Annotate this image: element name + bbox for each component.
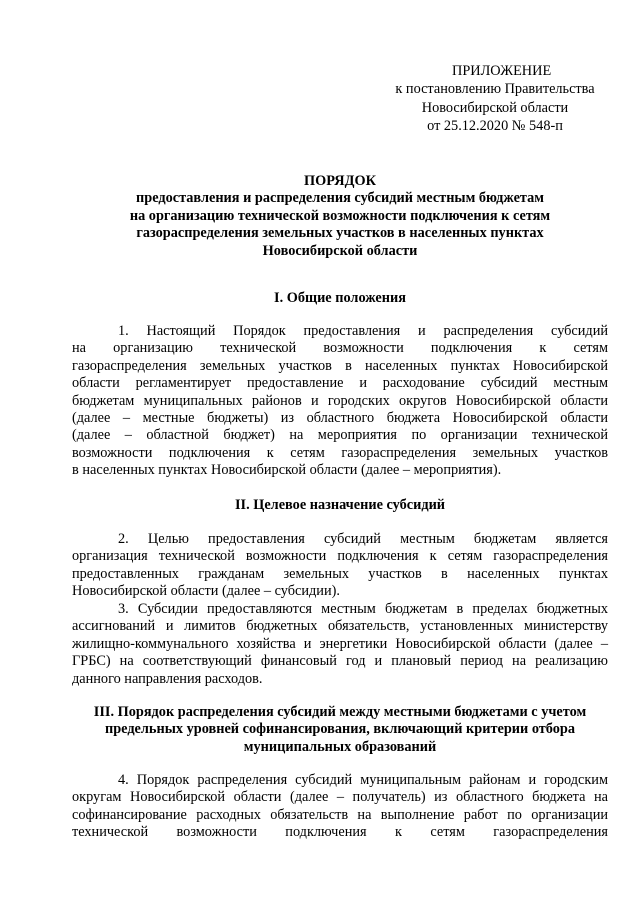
paragraph-1 — [72, 323, 608, 480]
paragraph-line: предоставленных гражданам земельных участков в населенных пунктах — [72, 565, 608, 582]
section-heading-general — [72, 290, 608, 307]
paragraph-line: данного направления расходов. — [72, 670, 263, 687]
heading-line: II. Целевое назначение субсидий — [234, 497, 446, 513]
document-title — [72, 173, 608, 260]
section-heading-purpose — [72, 497, 608, 514]
paragraph-line: жилищно-коммунального хозяйства и энергетики Новосибирской области (далее – — [72, 635, 608, 652]
annex-line: Новосибирской области — [421, 99, 569, 116]
paragraph-line: ассигнований и лимитов бюджетных обязательств, установленных министерству — [72, 618, 608, 635]
paragraph-line: 4. Порядок распределения субсидий муниципальным районам и городским — [118, 772, 608, 788]
heading-line: III. Порядок распределения субсидий между местными бюджетами с учетом — [93, 704, 587, 720]
paragraph-line: бюджетам муниципальных районов и городских округов Новосибирской области — [72, 392, 608, 409]
paragraph-line: округам Новосибирской области (далее – получатель) из областного бюджета на — [72, 789, 608, 806]
heading-line: предельных уровней софинансирования, включающий критерии отбора — [104, 721, 576, 738]
paragraph-3 — [72, 601, 608, 688]
heading-line: муниципальных образований — [243, 738, 437, 755]
annex-label: ПРИЛОЖЕНИЕ — [452, 63, 552, 79]
paragraph-2 — [72, 531, 608, 601]
title-line: Новосибирской области — [262, 242, 418, 259]
paragraph-line: технической возможности подключения к сетям газораспределения — [72, 824, 608, 841]
annex-line: к постановлению Правительства — [395, 81, 595, 98]
paragraph-line: 2. Целью предоставления субсидий местным бюджетам является — [118, 531, 608, 547]
paragraph-line: возможности подключения к сетям газораспределения земельных участков — [72, 444, 608, 461]
paragraph-line: (далее – местные бюджеты) из областного бюджета Новосибирской области — [72, 409, 608, 426]
paragraph-line: Новосибирской области (далее – субсидии). — [72, 583, 340, 600]
paragraph-line: софинансирование расходных обязательств на выполнение работ по организации — [72, 806, 608, 823]
paragraph-line: 3. Субсидии предоставляются местным бюджетам в пределах бюджетных — [118, 601, 608, 617]
annex-date-number: от 25.12.2020 № 548-п — [427, 117, 563, 134]
title-line: газораспределения земельных участков в населенных пунктах — [136, 225, 544, 242]
paragraph-line: на организацию технической возможности подключения к сетям — [72, 340, 608, 357]
paragraph-line: 1. Настоящий Порядок предоставления и распределения субсидий — [118, 323, 608, 339]
paragraph-line: (далее – областной бюджет) на мероприятия по организации технической — [72, 427, 608, 444]
paragraph-line: газораспределения земельных участков в населенных пунктах Новосибирской — [72, 357, 608, 374]
paragraph-line: в населенных пунктах Новосибирской области (далее – мероприятия). — [72, 462, 502, 479]
annex-stamp — [380, 62, 610, 135]
paragraph-line: ГРБС) на соответствующий финансовый год и плановый период на реализацию — [72, 653, 608, 670]
heading-line: I. Общие положения — [274, 290, 406, 306]
paragraph-line: области регламентирует предоставление и расходование субсидий местным — [72, 375, 608, 392]
title-line: ПОРЯДОК — [304, 173, 376, 189]
paragraph-line: организация технической возможности подключения к сетям газораспределения — [72, 548, 608, 565]
paragraph-4 — [72, 772, 608, 842]
title-line: на организацию технической возможности подключения к сетям — [129, 207, 551, 224]
section-heading-distribution — [72, 704, 608, 756]
title-line: предоставления и распределения субсидий местным бюджетам — [136, 190, 544, 207]
